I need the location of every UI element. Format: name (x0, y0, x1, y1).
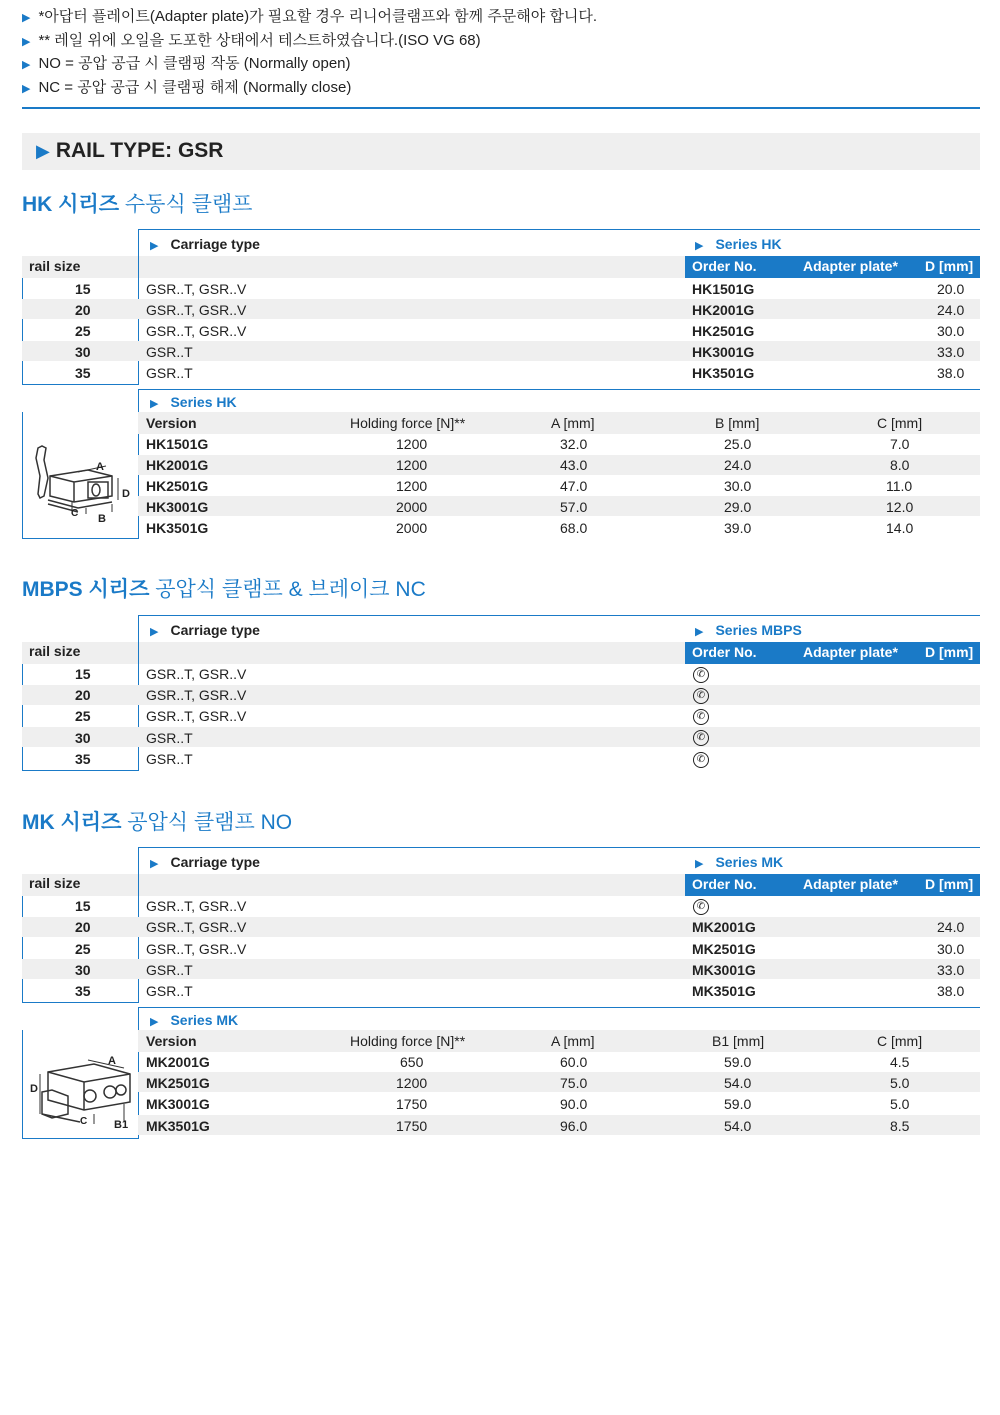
hk-section-title: HK 시리즈 수동식 클램프 (22, 193, 253, 216)
rail-type-label: RAIL TYPE: GSR (55, 139, 224, 162)
series-mk-header: ▶ Series MK (695, 854, 784, 870)
mk-order-table: ▶ Carriage type ▶ Series MK rail size Order No. Adapter plate* D [mm] 15 GSR..T, GSR..V ✆ 20 GSR..T, GSR..V MK2001G 24.0 25 GSR..T, GSR..V MK2501G 30.0 30 GSR..T MK3001G 33.0 35 GSR..T MK3501G 38.0 (0, 0, 1000, 1020)
a-header: A [mm] (551, 1033, 595, 1049)
hk-spec-series-header: ▶ Series HK (150, 394, 237, 410)
dim-label-b: B (98, 513, 106, 525)
phone-icon: ✆ (693, 709, 709, 725)
mk-spec-series-header: ▶ Series MK (150, 1012, 239, 1028)
dim-label-d: D (30, 1083, 38, 1095)
c-header: C [mm] (877, 1033, 923, 1049)
hk-order-header: Order No. Adapter plate* D [mm] (685, 256, 980, 278)
dim-label-d: D (122, 488, 130, 500)
holding-force-header: Holding force [N]** (350, 415, 466, 431)
b-header: B [mm] (715, 415, 760, 431)
holding-force-header: Holding force [N]** (350, 1033, 466, 1049)
note-3: ▶ NO = 공압 공급 시 클램핑 작동 (Normally open) (22, 53, 597, 77)
carriage-type-header: ▶ Carriage type (150, 622, 260, 638)
mbps-order-table: ▶ Carriage type ▶ Series MBPS rail size Order No. Adapter plate* D [mm] 15 GSR..T, GSR..V ✆ 20 GSR..T, GSR..V ✆ 25 GSR..T, GSR..V ✆ 30 GSR..T ✆ 35 GSR..T ✆ (0, 0, 1000, 800)
triangle-bullet-icon: ▶ (22, 59, 31, 71)
phone-icon: ✆ (693, 688, 709, 704)
note-2: ▶ ** 레일 위에 오일을 도포한 상태에서 테스트하였습니다.(ISO VG 68) (22, 30, 597, 54)
c-header: C [mm] (877, 415, 923, 431)
note-1: ▶ *아답터 플레이트(Adapter plate)가 필요할 경우 리니어클램프와 함께 주문해야 합니다. (22, 6, 597, 30)
dim-label-a: A (96, 461, 104, 473)
rail-size-header: rail size (29, 643, 81, 659)
mk-order-header: Order No. Adapter plate* D [mm] (685, 874, 980, 896)
rail-size-header: rail size (29, 258, 81, 274)
rail-size-header: rail size (29, 875, 81, 891)
series-mbps-header: ▶ Series MBPS (695, 622, 802, 638)
dim-label-c: C (80, 1116, 88, 1127)
mbps-section-title: MBPS 시리즈 공압식 클램프 & 브레이크 NC (22, 578, 426, 601)
dim-label-b1: B1 (114, 1119, 129, 1131)
triangle-bullet-icon: ▶ (22, 82, 31, 95)
series-hk-header: ▶ Series HK (695, 236, 782, 252)
carriage-type-header: ▶ Carriage type (150, 854, 260, 870)
phone-icon: ✆ (693, 899, 709, 915)
b1-header: B1 [mm] (712, 1033, 765, 1049)
hk-spec-table: ▶ Series HK Version Holding force [N]** A [mm] B [mm] C [mm] HK1501G 1200 32.0 25.0 7.0 HK2001G 1200 43.0 24.0 8.0 HK2501G 1200 47.0 30.0 11.0 HK3001G 2000 57.0 29.0 12.0 HK3501G 2000 68.0 39.0 14.0 A D C B (0, 0, 1000, 560)
mk-clamp-diagram (28, 1048, 138, 1136)
carriage-type-header: ▶ Carriage type (150, 236, 260, 252)
phone-icon: ✆ (693, 730, 709, 746)
triangle-bullet-icon: ▶ (36, 141, 50, 161)
phone-icon: ✆ (693, 752, 709, 768)
triangle-bullet-icon: ▶ (22, 35, 31, 48)
hk-order-table: ▶ Carriage type ▶ Series HK rail size Order No. Adapter plate* D [mm] 15 GSR..T, GSR..V HK1501G 20.0 20 GSR..T, GSR..V HK2001G 24.0 25 GSR..T, GSR..V HK2501G 30.0 30 GSR..T HK3001G 33.0 35 GSR..T HK3501G 38.0 (0, 0, 1000, 560)
triangle-bullet-icon: ▶ (22, 12, 31, 24)
phone-icon: ✆ (693, 667, 709, 683)
dim-label-a: A (108, 1055, 116, 1067)
version-header: Version (146, 415, 197, 431)
mbps-order-header: Order No. Adapter plate* D [mm] (685, 642, 980, 664)
version-header: Version (146, 1033, 197, 1049)
mk-spec-table: ▶ Series MK Version Holding force [N]** A [mm] B1 [mm] C [mm] MK2001G 650 60.0 59.0 4.5 MK2501G 1200 75.0 54.0 5.0 MK3001G 1750 90.0 59.0 5.0 MK3501G 1750 96.0 54.0 8.5 A D C B1 (0, 0, 1000, 1160)
mk-section-title: MK 시리즈 공압식 클램프 NO (22, 811, 293, 834)
note-4: ▶ NC = 공압 공급 시 클램핑 해제 (Normally close) (22, 77, 597, 101)
a-header: A [mm] (551, 415, 595, 431)
dim-label-c: C (71, 508, 79, 519)
